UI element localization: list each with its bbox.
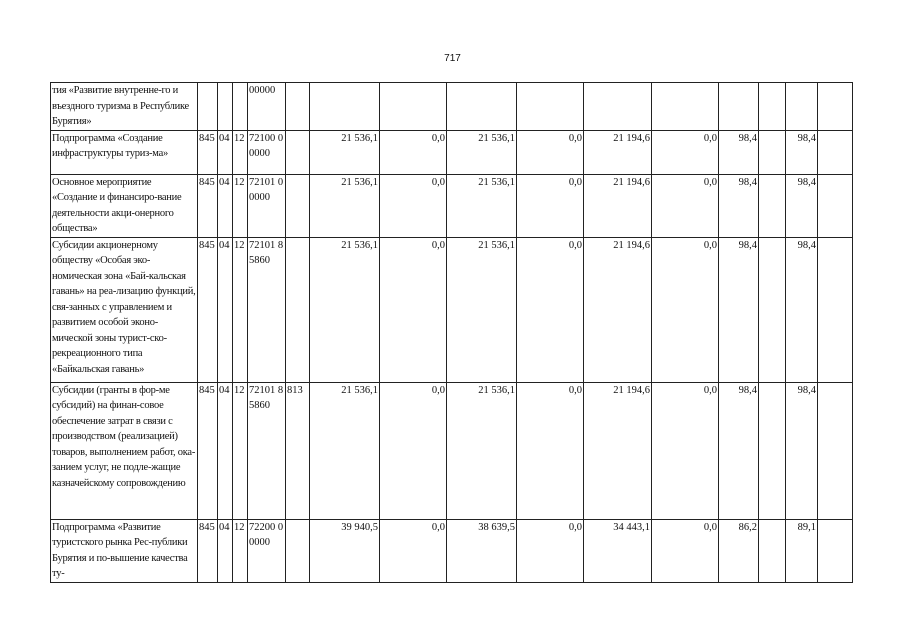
section-code-cell: 04 [218, 382, 233, 519]
percent-cell: 98,4 [719, 382, 759, 519]
budget-table [50, 82, 853, 583]
section-code-cell: 04 [218, 519, 233, 582]
value-cell: 0,0 [652, 382, 719, 519]
value-cell: 38 639,5 [447, 519, 517, 582]
percent-cell [818, 237, 853, 382]
target-article-cell: 72101 85860 [248, 237, 286, 382]
subsection-code-cell [233, 83, 248, 131]
value-cell: 21 194,6 [584, 174, 652, 237]
percent-cell [818, 83, 853, 131]
value-cell: 0,0 [380, 130, 447, 174]
target-article-cell: 72200 00000 [248, 519, 286, 582]
percent-cell [759, 382, 786, 519]
expense-type-cell [286, 519, 310, 582]
section-code-cell: 04 [218, 130, 233, 174]
section-code-cell: 04 [218, 174, 233, 237]
percent-cell [759, 174, 786, 237]
percent-cell [759, 237, 786, 382]
row-name-cell: Субсидии акционерному обществу «Особая эко-номическая зона «Бай-кальская гавань» на реа-лизацию функций, свя-занных с управлением и развитием особой эконо-мической зоны турист-ско-рекреационного типа «Байкальская гавань» [51, 237, 198, 382]
target-article-cell: 72101 00000 [248, 174, 286, 237]
ved-code-cell: 845 [198, 130, 218, 174]
subsection-code-cell: 12 [233, 382, 248, 519]
value-cell: 21 536,1 [447, 174, 517, 237]
percent-cell [759, 83, 786, 131]
expense-type-cell [286, 237, 310, 382]
percent-cell [818, 382, 853, 519]
ved-code-cell: 845 [198, 382, 218, 519]
value-cell [447, 83, 517, 131]
percent-cell [818, 174, 853, 237]
value-cell: 21 536,1 [447, 130, 517, 174]
table-row [51, 382, 853, 519]
value-cell: 21 536,1 [310, 130, 380, 174]
subsection-code-cell: 12 [233, 519, 248, 582]
percent-cell: 89,1 [786, 519, 818, 582]
value-cell: 0,0 [517, 519, 584, 582]
value-cell: 21 536,1 [310, 382, 380, 519]
table-row [51, 174, 853, 237]
expense-type-cell: 813 [286, 382, 310, 519]
row-name-cell: Основное мероприятие «Создание и финансиро-вание деятельности акци-онерного общества» [51, 174, 198, 237]
percent-cell: 98,4 [719, 130, 759, 174]
percent-cell [786, 83, 818, 131]
target-article-cell: 72101 85860 [248, 382, 286, 519]
expense-type-cell [286, 83, 310, 131]
value-cell: 0,0 [380, 519, 447, 582]
value-cell: 0,0 [517, 174, 584, 237]
ved-code-cell: 845 [198, 237, 218, 382]
value-cell [652, 83, 719, 131]
page-number: 717 [444, 53, 461, 64]
value-cell: 21 194,6 [584, 130, 652, 174]
percent-cell [759, 130, 786, 174]
percent-cell [818, 519, 853, 582]
row-name-cell: Субсидии (гранты в фор-ме субсидий) на финан-совое обеспечение затрат в связи с производством (реализацией) товаров, выполнением работ, ока-занием услуг, не подле-жащие казначейскому сопровождению [51, 382, 198, 519]
value-cell: 0,0 [517, 237, 584, 382]
value-cell: 0,0 [517, 130, 584, 174]
value-cell: 0,0 [380, 382, 447, 519]
row-name-cell: Подпрограмма «Развитие туристского рынка Рес-публики Бурятия и по-вышение качества ту- [51, 519, 198, 582]
value-cell: 0,0 [517, 382, 584, 519]
percent-cell: 98,4 [786, 237, 818, 382]
percent-cell: 98,4 [786, 130, 818, 174]
value-cell: 21 536,1 [447, 237, 517, 382]
value-cell: 21 536,1 [310, 237, 380, 382]
ved-code-cell: 845 [198, 174, 218, 237]
percent-cell: 86,2 [719, 519, 759, 582]
target-article-cell: 72100 00000 [248, 130, 286, 174]
ved-code-cell [198, 83, 218, 131]
value-cell [310, 83, 380, 131]
value-cell: 0,0 [652, 237, 719, 382]
value-cell: 0,0 [380, 174, 447, 237]
target-article-cell: 00000 [248, 83, 286, 131]
value-cell: 39 940,5 [310, 519, 380, 582]
subsection-code-cell: 12 [233, 130, 248, 174]
percent-cell: 98,4 [786, 174, 818, 237]
value-cell [517, 83, 584, 131]
table-row [51, 519, 853, 582]
percent-cell: 98,4 [719, 237, 759, 382]
row-name-cell: тия «Развитие внутренне-го и въездного туризма в Республике Бурятия» [51, 83, 198, 131]
subsection-code-cell: 12 [233, 237, 248, 382]
percent-cell [759, 519, 786, 582]
table-row [51, 83, 853, 131]
row-name-cell: Подпрограмма «Создание инфраструктуры туриз-ма» [51, 130, 198, 174]
percent-cell [719, 83, 759, 131]
value-cell [380, 83, 447, 131]
table-row [51, 237, 853, 382]
value-cell: 0,0 [652, 174, 719, 237]
value-cell: 0,0 [652, 519, 719, 582]
value-cell: 21 536,1 [310, 174, 380, 237]
percent-cell [818, 130, 853, 174]
value-cell: 0,0 [380, 237, 447, 382]
ved-code-cell: 845 [198, 519, 218, 582]
expense-type-cell [286, 174, 310, 237]
section-code-cell [218, 83, 233, 131]
value-cell: 0,0 [652, 130, 719, 174]
percent-cell: 98,4 [786, 382, 818, 519]
table-row [51, 130, 853, 174]
percent-cell: 98,4 [719, 174, 759, 237]
section-code-cell: 04 [218, 237, 233, 382]
expense-type-cell [286, 130, 310, 174]
value-cell [584, 83, 652, 131]
value-cell: 34 443,1 [584, 519, 652, 582]
value-cell: 21 536,1 [447, 382, 517, 519]
value-cell: 21 194,6 [584, 382, 652, 519]
subsection-code-cell: 12 [233, 174, 248, 237]
value-cell: 21 194,6 [584, 237, 652, 382]
